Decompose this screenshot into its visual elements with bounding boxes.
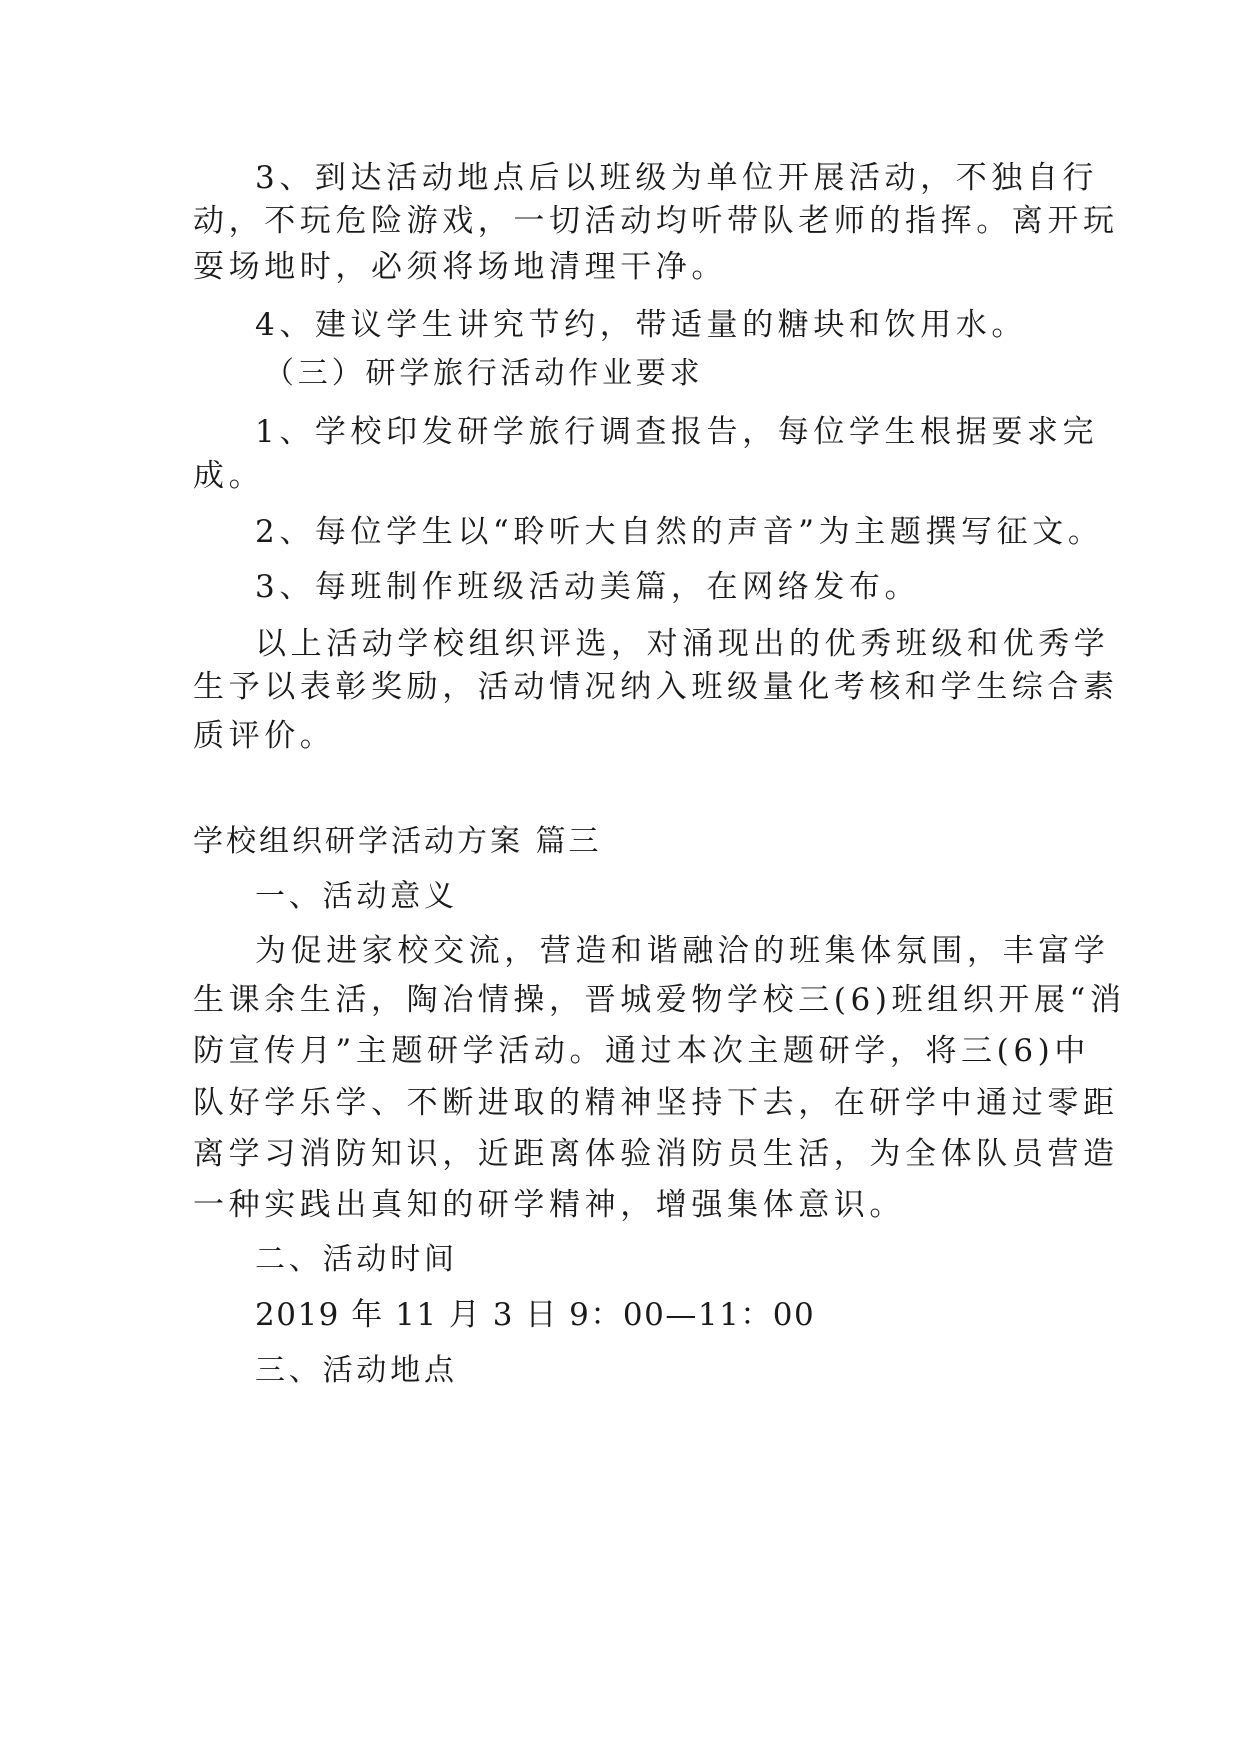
paragraph-line: 3、每班制作班级活动美篇，在网络发布。: [255, 569, 921, 605]
paragraph-line: 以上活动学校组织评选，对涌现出的优秀班级和优秀学: [255, 626, 1110, 662]
section-heading: 三、活动地点: [255, 1353, 458, 1388]
paragraph-line: 一种实践出真知的研学精神，增强集体意识。: [193, 1187, 905, 1223]
paragraph-line: 成。: [193, 458, 265, 494]
paragraph-line: 离学习消防知识，近距离体验消防员生活，为全体队员营造: [193, 1136, 1119, 1172]
section-heading: （三）研学旅行活动作业要求: [264, 356, 704, 391]
paragraph-line: 动，不玩危险游戏，一切活动均听带队老师的指挥。离开玩: [193, 203, 1119, 239]
activity-time: 2019 年 11 月 3 日 9：00—11：00: [255, 1297, 816, 1333]
paragraph-line: 防宣传月”主题研学活动。通过本次主题研学，将三(6)中: [193, 1033, 1090, 1069]
section-heading: 二、活动时间: [255, 1242, 458, 1277]
paragraph-line: 3、到达活动地点后以班级为单位开展活动，不独自行: [255, 160, 1099, 196]
paragraph-line: 耍场地时，必须将场地清理干净。: [193, 249, 727, 285]
paragraph-line: 生课余生活，陶冶情操，晋城爱物学校三(6)班组织开展“消: [193, 982, 1126, 1018]
paragraph-line: 2、每位学生以“聆听大自然的声音”为主题撰写征文。: [255, 514, 1104, 550]
section-title: 学校组织研学活动方案 篇三: [193, 824, 602, 859]
section-heading: 一、活动意义: [255, 879, 458, 914]
paragraph-line: 队好学乐学、不断进取的精神坚持下去，在研学中通过零距: [193, 1085, 1119, 1121]
paragraph-line: 4、建议学生讲究节约，带适量的糖块和饮用水。: [255, 307, 1027, 343]
paragraph-line: 为促进家校交流，营造和谐融洽的班集体氛围，丰富学: [255, 933, 1110, 969]
paragraph-line: 生予以表彰奖励，活动情况纳入班级量化考核和学生综合素: [193, 669, 1119, 705]
paragraph-line: 质评价。: [193, 718, 336, 754]
paragraph-line: 1、学校印发研学旅行调查报告，每位学生根据要求完: [255, 414, 1099, 450]
